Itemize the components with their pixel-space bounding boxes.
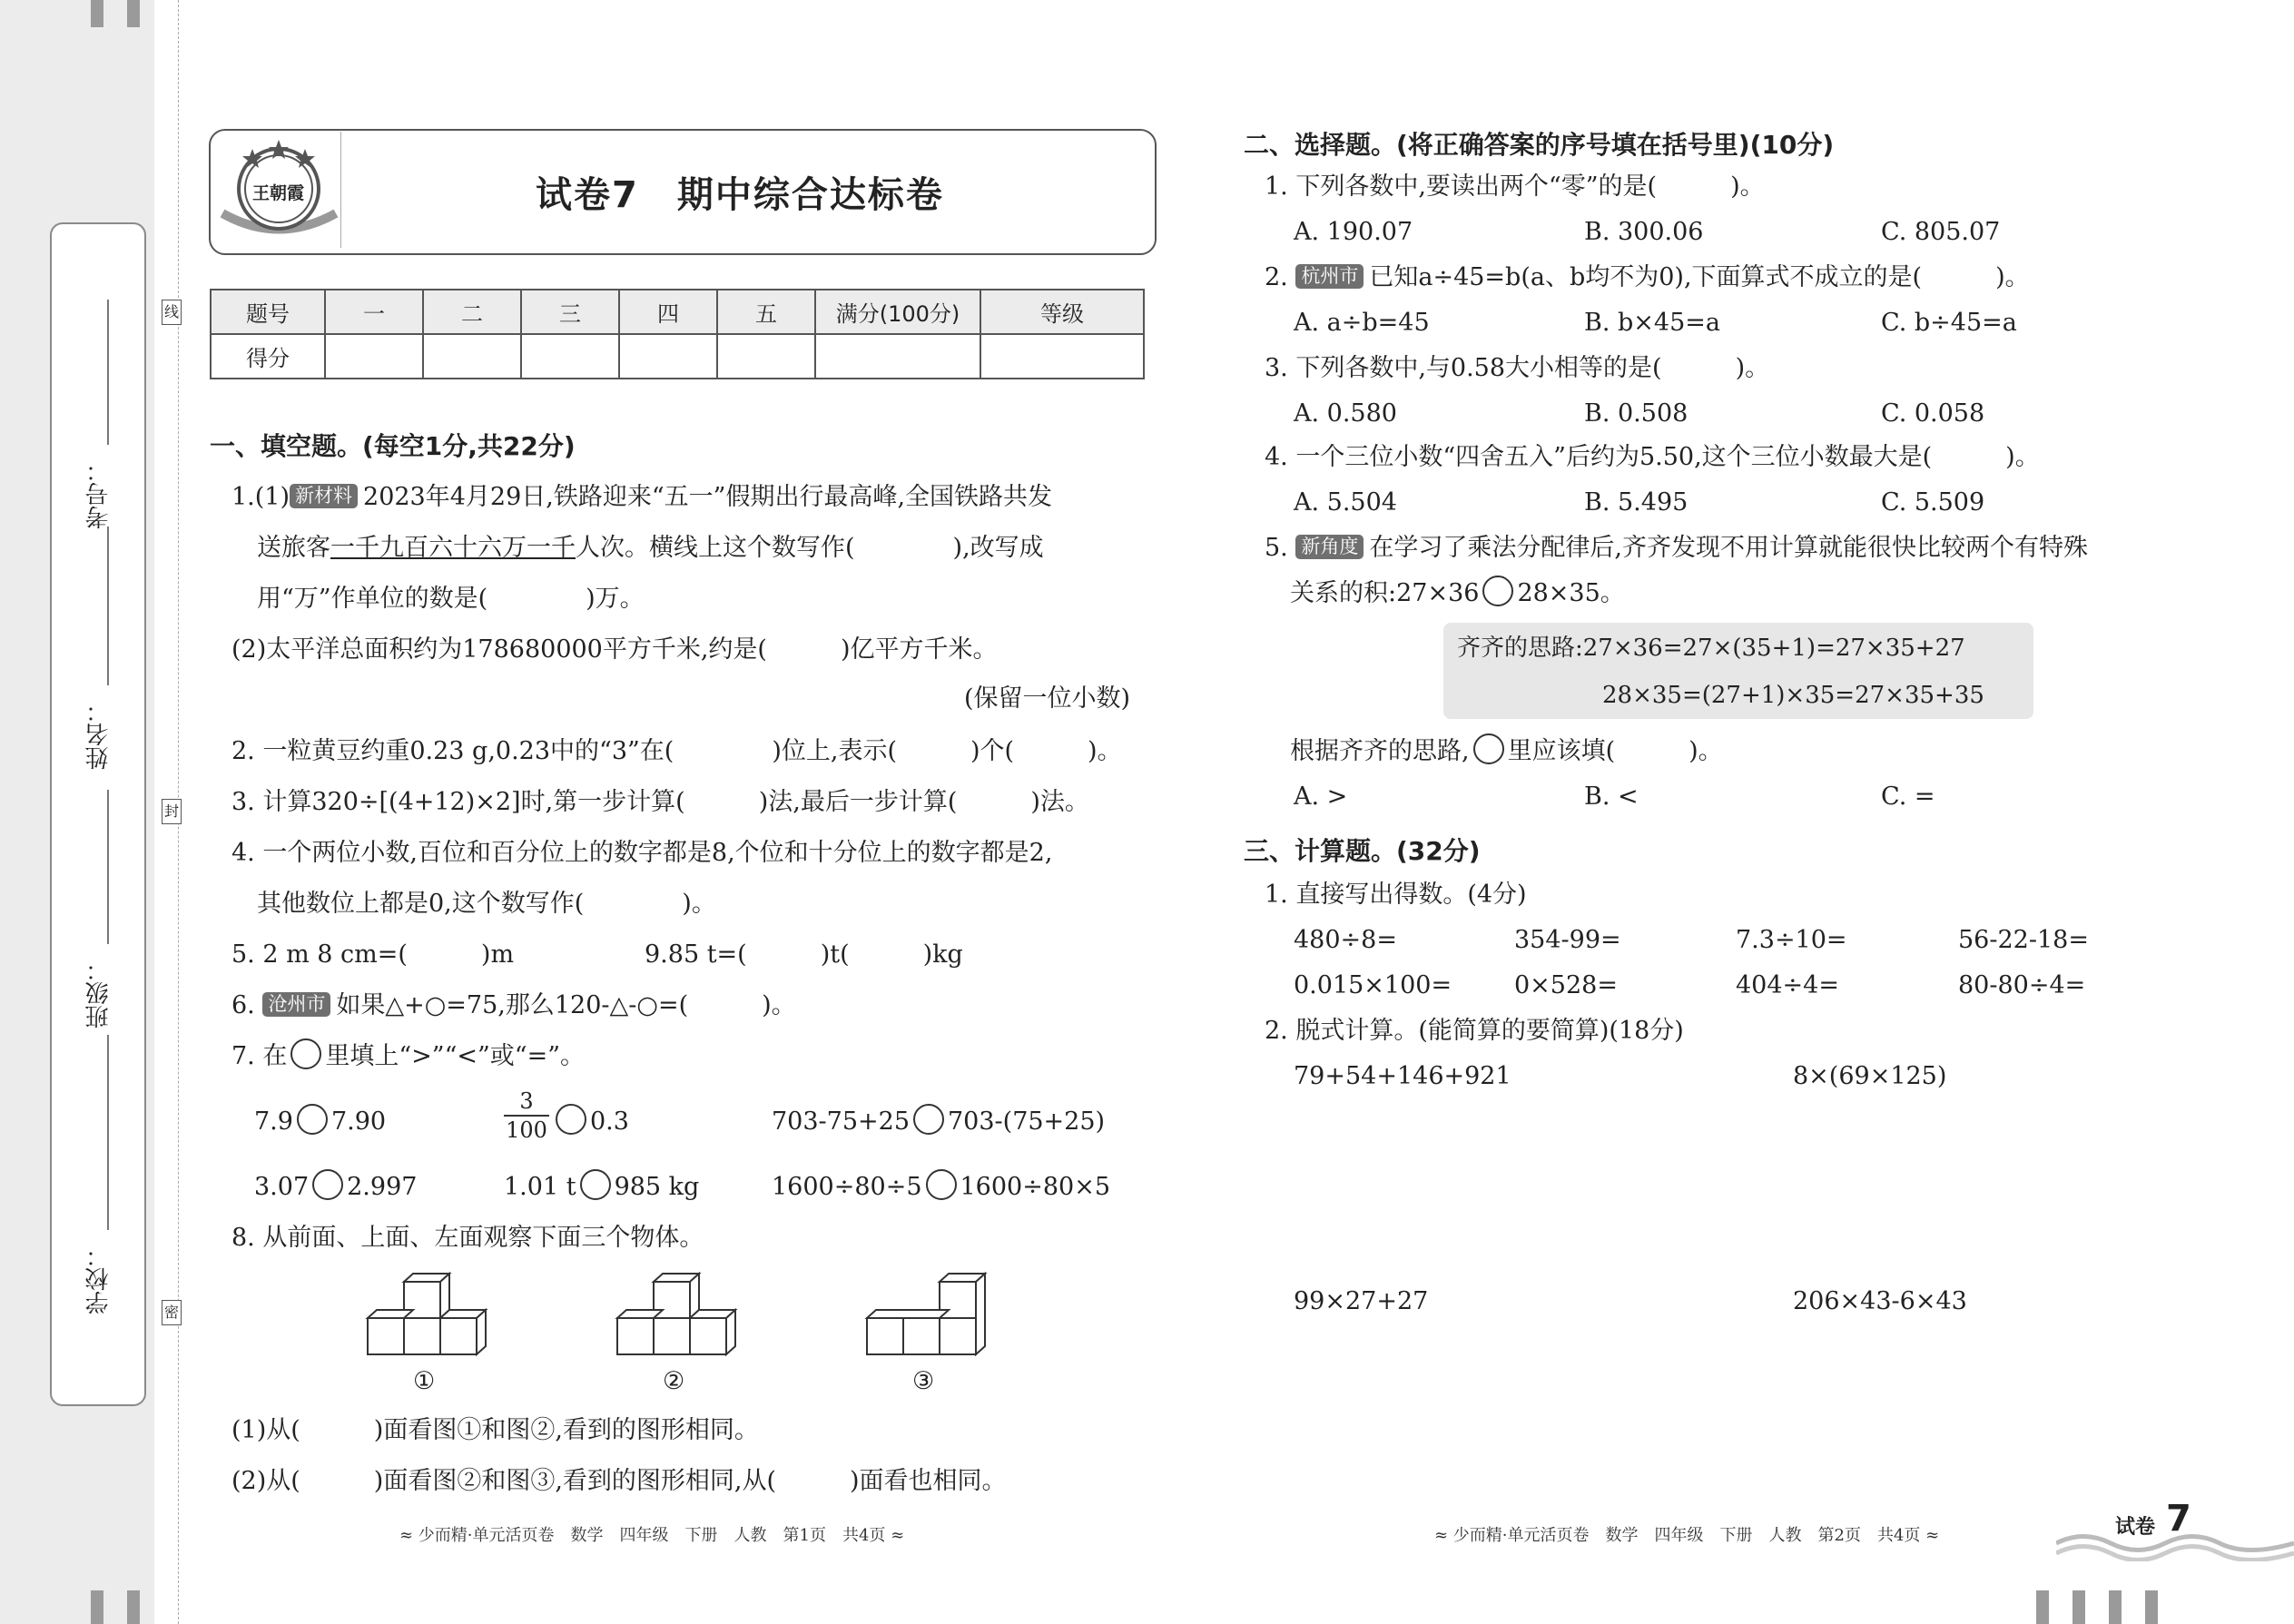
score-header: 题号 xyxy=(211,290,325,334)
q4-line1: 4. 一个两位小数,百位和百分位上的数字都是8,个位和十分位上的数字都是2, xyxy=(231,839,1053,867)
q7-operand: 1600÷80÷5 xyxy=(772,1173,922,1201)
q7-operand: 7.9 xyxy=(254,1107,293,1136)
answer-circle[interactable] xyxy=(312,1169,343,1200)
margin-bar xyxy=(91,1590,103,1624)
margin-bar xyxy=(91,0,103,27)
answer-circle[interactable] xyxy=(580,1169,611,1200)
q7-item xyxy=(504,1169,699,1206)
score-cell[interactable] xyxy=(980,334,1144,379)
q7-item xyxy=(254,1169,417,1206)
q7-text: 7. 在 xyxy=(231,1042,288,1070)
fold-mark-secret: 密 xyxy=(162,1300,182,1325)
school-label: 学校： xyxy=(85,1244,113,1314)
q7-operand: 2.997 xyxy=(347,1173,418,1201)
score-cell[interactable] xyxy=(619,334,717,379)
fold-mark-seal: 封 xyxy=(162,799,182,824)
option: C. 805.07 xyxy=(1881,218,2001,246)
s2-q5-text: 28×35。 xyxy=(1517,579,1625,607)
score-cell[interactable] xyxy=(815,334,980,379)
margin-bar xyxy=(2109,1590,2122,1624)
option: A. 5.504 xyxy=(1294,488,1397,517)
fold-mark-line: 线 xyxy=(162,300,182,325)
s2-q2-text: 已知a÷45=b(a、b均不为0),下面算式不成立的是( )。 xyxy=(1369,263,2030,291)
s2-q5-text: 在学习了乘法分配律后,齐齐发现不用计算就能很快比较两个有特殊 xyxy=(1369,534,2088,562)
q5a: 5. 2 m 8 cm=( )m xyxy=(231,940,515,969)
option: B. < xyxy=(1584,782,1639,811)
compare-circle xyxy=(290,1038,321,1069)
q6-number: 6. xyxy=(231,991,255,1019)
q7-operand: 0.3 xyxy=(590,1107,629,1136)
score-cell[interactable] xyxy=(521,334,619,379)
q6 xyxy=(231,988,796,1024)
q7-item xyxy=(772,1104,1105,1140)
score-header: 三 xyxy=(521,290,619,334)
s2-q5-line3 xyxy=(1290,733,1723,770)
oral-calc: 480÷8= xyxy=(1294,926,1397,954)
answer-circle[interactable] xyxy=(926,1169,957,1200)
q1a-number: 1.(1) xyxy=(231,483,290,511)
answer-circle[interactable] xyxy=(297,1104,328,1135)
margin-bar xyxy=(127,1590,140,1624)
s2-q5-text: 里应该填( )。 xyxy=(1507,737,1723,765)
page-title: 试卷7 期中综合达标卷 xyxy=(536,174,944,216)
score-header: 满分(100分) xyxy=(815,290,980,334)
s2-q1: 1. 下列各数中,要读出两个“零”的是( )。 xyxy=(1265,172,1765,201)
q7-text: 里填上“>”“<”或“=”。 xyxy=(325,1042,586,1070)
s2-q2-number: 2. xyxy=(1265,263,1288,291)
score-cell[interactable] xyxy=(717,334,815,379)
answer-circle[interactable] xyxy=(556,1104,586,1135)
section3-heading: 三、计算题。(32分) xyxy=(1244,836,1481,866)
logo-text: 王朝霞 xyxy=(252,183,305,203)
q8-part1: (1)从( )面看图①和图②,看到的图形相同。 xyxy=(231,1416,759,1444)
score-cell[interactable] xyxy=(325,334,423,379)
q1a-line1 xyxy=(231,479,1052,516)
figure-2 xyxy=(617,1274,735,1354)
score-table xyxy=(210,289,1145,379)
q1b-note: (保留一位小数) xyxy=(964,684,1131,713)
cube-figures xyxy=(363,1271,1044,1371)
section1-heading: 一、填空题。(每空1分,共22分) xyxy=(210,431,576,461)
score-row-label: 得分 xyxy=(211,334,325,379)
calc-problem: 206×43-6×43 xyxy=(1793,1287,1967,1315)
margin-bar xyxy=(2036,1590,2049,1624)
option: C. = xyxy=(1881,782,1935,811)
option: B. b×45=a xyxy=(1584,309,1720,337)
q8: 8. 从前面、上面、左面观察下面三个物体。 xyxy=(231,1224,704,1252)
figure-3 xyxy=(867,1274,985,1354)
score-header: 二 xyxy=(423,290,521,334)
q3: 3. 计算320÷[(4+12)×2]时,第一步计算( )法,最后一步计算( )法。 xyxy=(231,788,1089,816)
calc-problem: 99×27+27 xyxy=(1294,1287,1429,1315)
footer-right: ≈ 少而精·单元活页卷 数学 四年级 下册 人教 第2页 共4页 ≈ xyxy=(1434,1526,1940,1545)
q6-text: 如果△+○=75,那么120-△-○=( )。 xyxy=(336,991,796,1019)
class-label: 班级： xyxy=(85,958,113,1029)
oral-calc: 354-99= xyxy=(1514,926,1621,954)
school-field[interactable] xyxy=(107,1035,109,1230)
hint-line1: 齐齐的思路:27×36=27×(35+1)=27×35+27 xyxy=(1457,635,1965,662)
page-badge-label: 试卷 xyxy=(2115,1516,2156,1539)
s3-part1: 1. 直接写出得数。(4分) xyxy=(1265,881,1527,909)
option: A. 0.580 xyxy=(1294,399,1397,428)
oral-calc: 0×528= xyxy=(1514,971,1618,999)
figure-label: ② xyxy=(663,1367,685,1395)
q1a-underlined-number: 一千九百六十六万一千 xyxy=(330,534,576,562)
oral-calc: 7.3÷10= xyxy=(1736,926,1847,954)
calc-problem: 79+54+146+921 xyxy=(1294,1062,1511,1090)
calc-problem: 8×(69×125) xyxy=(1793,1062,1947,1090)
score-header: 等级 xyxy=(980,290,1144,334)
student-info-box xyxy=(50,222,146,1406)
option: C. 5.509 xyxy=(1881,488,1985,517)
option: B. 0.508 xyxy=(1584,399,1689,428)
option: A. 190.07 xyxy=(1294,218,1413,246)
score-header: 一 xyxy=(325,290,423,334)
tag-cangzhou: 沧州市 xyxy=(262,992,330,1017)
footer-left: ≈ 少而精·单元活页卷 数学 四年级 下册 人教 第1页 共4页 ≈ xyxy=(399,1526,905,1545)
name-label: 姓名： xyxy=(85,699,113,770)
s2-q3: 3. 下列各数中,与0.58大小相等的是( )。 xyxy=(1265,354,1770,382)
q7-operand: 703-(75+25) xyxy=(948,1107,1106,1136)
section2-heading: 二、选择题。(将正确答案的序号填在括号里)(10分) xyxy=(1244,130,1835,160)
figure-1 xyxy=(368,1274,486,1354)
q7-item xyxy=(552,1104,629,1140)
q7-item xyxy=(772,1169,1110,1206)
margin-bar xyxy=(127,0,140,27)
oral-calc: 404÷4= xyxy=(1736,971,1839,999)
option: B. 5.495 xyxy=(1584,488,1689,517)
q7-operand: 985 kg xyxy=(614,1173,700,1201)
q4-line2: 其他数位上都是0,这个数写作( )。 xyxy=(257,890,716,918)
tag-new-angle: 新角度 xyxy=(1295,535,1364,559)
q1a-text: 人次。横线上这个数写作( ),改写成 xyxy=(576,534,1044,562)
figure-label: ③ xyxy=(912,1367,935,1395)
fraction xyxy=(504,1088,549,1144)
s2-q5-text: 根据齐齐的思路, xyxy=(1290,737,1470,765)
s2-q5-number: 5. xyxy=(1265,534,1288,562)
option: B. 300.06 xyxy=(1584,218,1704,246)
compare-circle xyxy=(1482,576,1513,606)
s2-q5-text: 关系的积:27×36 xyxy=(1290,579,1480,607)
margin-bar xyxy=(2072,1590,2085,1624)
name-field[interactable] xyxy=(107,527,109,685)
answer-circle[interactable] xyxy=(913,1104,944,1135)
q2: 2. 一粒黄豆约重0.23 g,0.23中的“3”在( )位上,表示( )个( )。 xyxy=(231,737,1122,765)
q1a-text: 2023年4月29日,铁路迎来“五一”假期出行最高峰,全国铁路共发 xyxy=(363,483,1053,511)
exam-no-field[interactable] xyxy=(107,300,109,445)
tag-new-material: 新材料 xyxy=(290,484,358,508)
oral-calc: 56-22-18= xyxy=(1958,926,2089,954)
score-header: 四 xyxy=(619,290,717,334)
class-field[interactable] xyxy=(107,790,109,944)
option: A. a÷b=45 xyxy=(1294,309,1430,337)
q1a-line2 xyxy=(257,530,1044,566)
s2-q5-line1 xyxy=(1265,530,2088,566)
q5b: 9.85 t=( )t( )kg xyxy=(645,940,963,969)
compare-circle xyxy=(1473,733,1504,764)
q1b: (2)太平洋总面积约为178680000平方千米,约是( )亿平方千米。 xyxy=(231,635,998,664)
title-divider xyxy=(340,132,341,248)
s2-q4: 4. 一个三位小数“四舍五入”后约为5.50,这个三位小数最大是( )。 xyxy=(1265,443,2040,471)
fraction-denominator: 100 xyxy=(504,1115,549,1144)
oral-calc: 0.015×100= xyxy=(1294,971,1452,999)
q1a-text: 送旅客 xyxy=(257,534,330,562)
q7-item xyxy=(254,1104,386,1140)
q7-operand: 1.01 t xyxy=(504,1173,576,1201)
q8-part2: (2)从( )面看图②和图③,看到的图形相同,从( )面看也相同。 xyxy=(231,1467,1007,1495)
q7-operand: 1600÷80×5 xyxy=(960,1173,1110,1201)
oral-calc: 80-80÷4= xyxy=(1958,971,2086,999)
score-cell[interactable] xyxy=(423,334,521,379)
exam-no-label: 考号： xyxy=(85,458,113,529)
q1a-line3: 用“万”作单位的数是( )万。 xyxy=(257,585,645,613)
q7-operand: 3.07 xyxy=(254,1173,310,1201)
margin-bar xyxy=(2145,1590,2158,1624)
s3-part2: 2. 脱式计算。(能简算的要简算)(18分) xyxy=(1265,1017,1684,1045)
hint-line2: 28×35=(27+1)×35=27×35+35 xyxy=(1602,682,1984,709)
s2-q5-line2 xyxy=(1290,576,1625,612)
s2-q2 xyxy=(1265,260,2030,296)
tag-hangzhou: 杭州市 xyxy=(1295,264,1364,289)
q7-operand: 703-75+25 xyxy=(772,1107,910,1136)
option: A. > xyxy=(1294,782,1348,811)
page-badge-number: 7 xyxy=(2166,1498,2191,1540)
option: C. b÷45=a xyxy=(1881,309,2017,337)
fraction-numerator: 3 xyxy=(519,1088,534,1114)
score-header: 五 xyxy=(717,290,815,334)
publisher-logo xyxy=(218,136,340,243)
figure-label: ① xyxy=(413,1367,436,1395)
q7-operand: 7.90 xyxy=(330,1107,387,1136)
option: C. 0.058 xyxy=(1881,399,1985,428)
q7 xyxy=(231,1038,585,1075)
